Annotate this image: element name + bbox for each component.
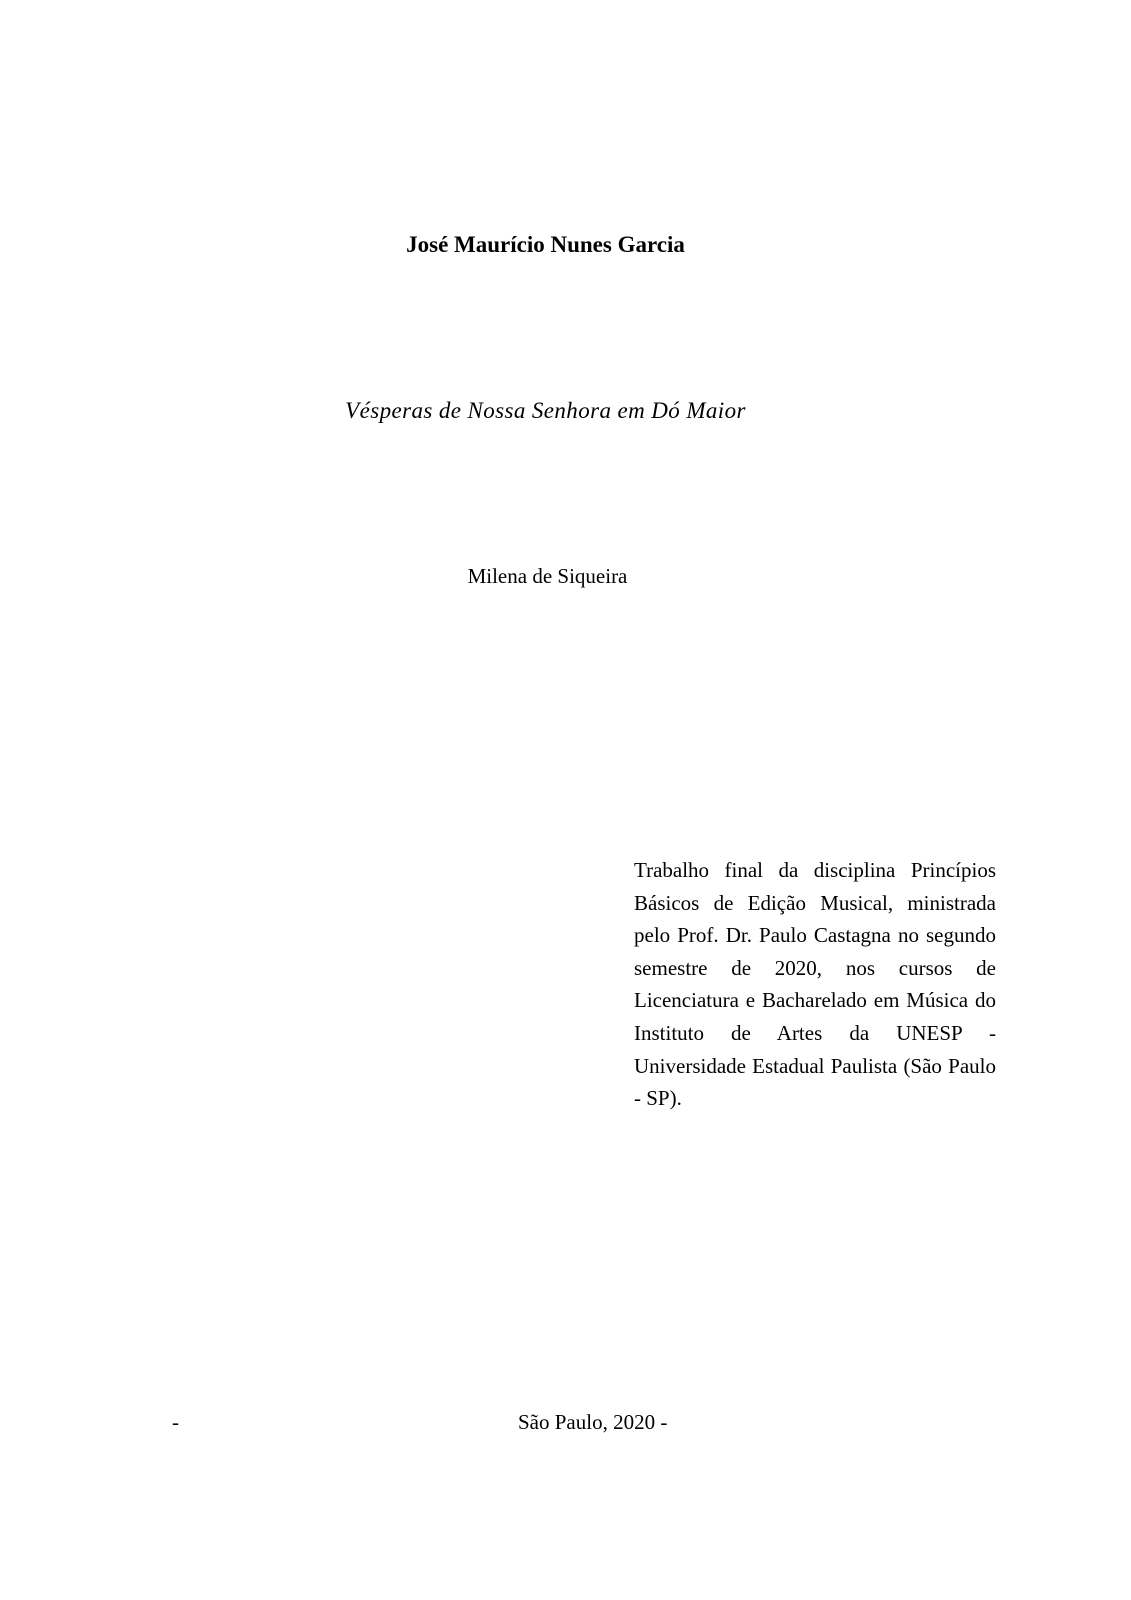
presentation-note: Trabalho final da disciplina Princípios Básicos de Edição Musical, ministrada pelo Prof. Dr. Paulo Castagna no segundo semestre de 2020, nos cursos de Licenciatura e Bacharelado em Música do Instituto de Artes da UNESP - Universidade Estadual Paulista (São Paulo - SP). (634, 858, 996, 1111)
footer-place-date: São Paulo, 2020 - (518, 1410, 668, 1434)
composer-name: José Maurício Nunes Garcia (406, 232, 685, 257)
footer-dash: - (172, 1410, 179, 1434)
author-name: Milena de Siqueira (467, 564, 628, 588)
work-title: Vésperas de Nossa Senhora em Dó Maior (345, 398, 746, 423)
